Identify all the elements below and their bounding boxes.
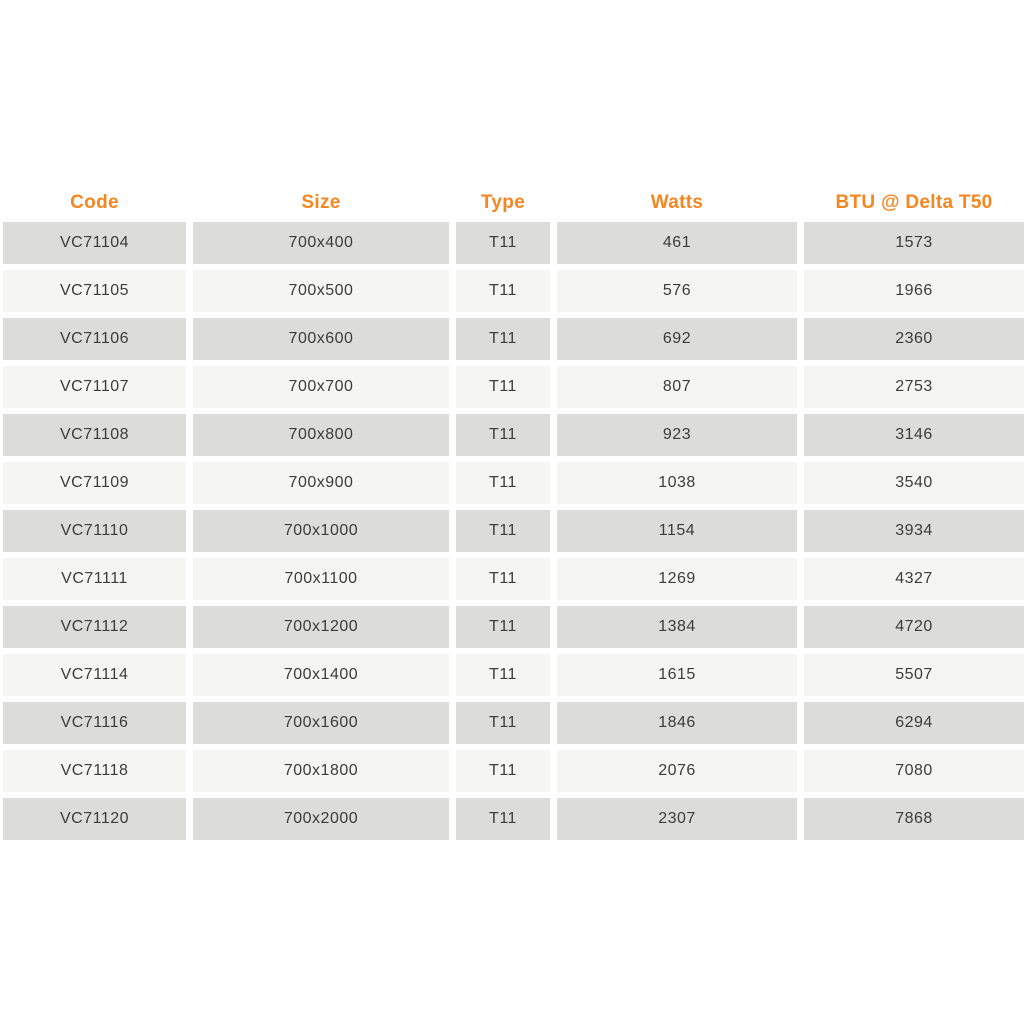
cell-watts: 2076 xyxy=(557,750,797,792)
cell-size: 700x800 xyxy=(193,414,449,456)
table-row xyxy=(3,462,1024,504)
cell-watts: 461 xyxy=(557,222,797,264)
cell-code: VC71110 xyxy=(3,510,186,552)
table-row xyxy=(3,654,1024,696)
cell-watts: 923 xyxy=(557,414,797,456)
cell-code: VC71109 xyxy=(3,462,186,504)
table-header-row xyxy=(3,188,1024,218)
column-header-code: Code xyxy=(70,192,119,213)
cell-watts: 1269 xyxy=(557,558,797,600)
table-row xyxy=(3,222,1024,264)
cell-watts: 1154 xyxy=(557,510,797,552)
cell-type: T11 xyxy=(456,606,550,648)
cell-code: VC71120 xyxy=(3,798,186,840)
cell-watts: 1384 xyxy=(557,606,797,648)
table-row xyxy=(3,750,1024,792)
cell-watts: 692 xyxy=(557,318,797,360)
cell-btu: 7080 xyxy=(804,750,1024,792)
cell-type: T11 xyxy=(456,366,550,408)
cell-type: T11 xyxy=(456,558,550,600)
cell-code: VC71112 xyxy=(3,606,186,648)
cell-type: T11 xyxy=(456,510,550,552)
table-row xyxy=(3,702,1024,744)
cell-size: 700x1800 xyxy=(193,750,449,792)
cell-size: 700x1100 xyxy=(193,558,449,600)
cell-watts: 2307 xyxy=(557,798,797,840)
table-row xyxy=(3,270,1024,312)
cell-size: 700x900 xyxy=(193,462,449,504)
cell-size: 700x1600 xyxy=(193,702,449,744)
table-row xyxy=(3,414,1024,456)
table-row xyxy=(3,798,1024,840)
cell-type: T11 xyxy=(456,702,550,744)
cell-size: 700x500 xyxy=(193,270,449,312)
cell-watts: 1846 xyxy=(557,702,797,744)
table-row xyxy=(3,366,1024,408)
column-header-type: Type xyxy=(480,192,526,213)
cell-size: 700x2000 xyxy=(193,798,449,840)
column-header-btu: BTU @ Delta T50 xyxy=(835,192,993,213)
cell-watts: 1038 xyxy=(557,462,797,504)
cell-code: VC71114 xyxy=(3,654,186,696)
cell-type: T11 xyxy=(456,318,550,360)
cell-btu: 4720 xyxy=(804,606,1024,648)
table-row xyxy=(3,318,1024,360)
cell-code: VC71108 xyxy=(3,414,186,456)
cell-btu: 3934 xyxy=(804,510,1024,552)
radiator-spec-table xyxy=(3,188,1024,840)
cell-code: VC71104 xyxy=(3,222,186,264)
cell-size: 700x600 xyxy=(193,318,449,360)
cell-type: T11 xyxy=(456,414,550,456)
cell-type: T11 xyxy=(456,654,550,696)
cell-code: VC71106 xyxy=(3,318,186,360)
cell-type: T11 xyxy=(456,798,550,840)
cell-watts: 1615 xyxy=(557,654,797,696)
cell-type: T11 xyxy=(456,462,550,504)
cell-code: VC71111 xyxy=(3,558,186,600)
table-row xyxy=(3,510,1024,552)
table-row xyxy=(3,606,1024,648)
cell-code: VC71116 xyxy=(3,702,186,744)
cell-size: 700x1000 xyxy=(193,510,449,552)
cell-btu: 6294 xyxy=(804,702,1024,744)
cell-size: 700x1200 xyxy=(193,606,449,648)
cell-type: T11 xyxy=(456,750,550,792)
cell-btu: 2360 xyxy=(804,318,1024,360)
table-row xyxy=(3,558,1024,600)
cell-btu: 2753 xyxy=(804,366,1024,408)
cell-size: 700x400 xyxy=(193,222,449,264)
cell-btu: 3540 xyxy=(804,462,1024,504)
cell-btu: 5507 xyxy=(804,654,1024,696)
cell-code: VC71105 xyxy=(3,270,186,312)
cell-btu: 4327 xyxy=(804,558,1024,600)
table-body xyxy=(3,222,1024,840)
cell-code: VC71118 xyxy=(3,750,186,792)
cell-code: VC71107 xyxy=(3,366,186,408)
cell-type: T11 xyxy=(456,222,550,264)
cell-watts: 807 xyxy=(557,366,797,408)
cell-btu: 1966 xyxy=(804,270,1024,312)
cell-btu: 7868 xyxy=(804,798,1024,840)
cell-btu: 1573 xyxy=(804,222,1024,264)
cell-size: 700x1400 xyxy=(193,654,449,696)
column-header-watts: Watts xyxy=(650,192,704,213)
cell-watts: 576 xyxy=(557,270,797,312)
cell-size: 700x700 xyxy=(193,366,449,408)
cell-type: T11 xyxy=(456,270,550,312)
column-header-size: Size xyxy=(301,192,341,213)
cell-btu: 3146 xyxy=(804,414,1024,456)
